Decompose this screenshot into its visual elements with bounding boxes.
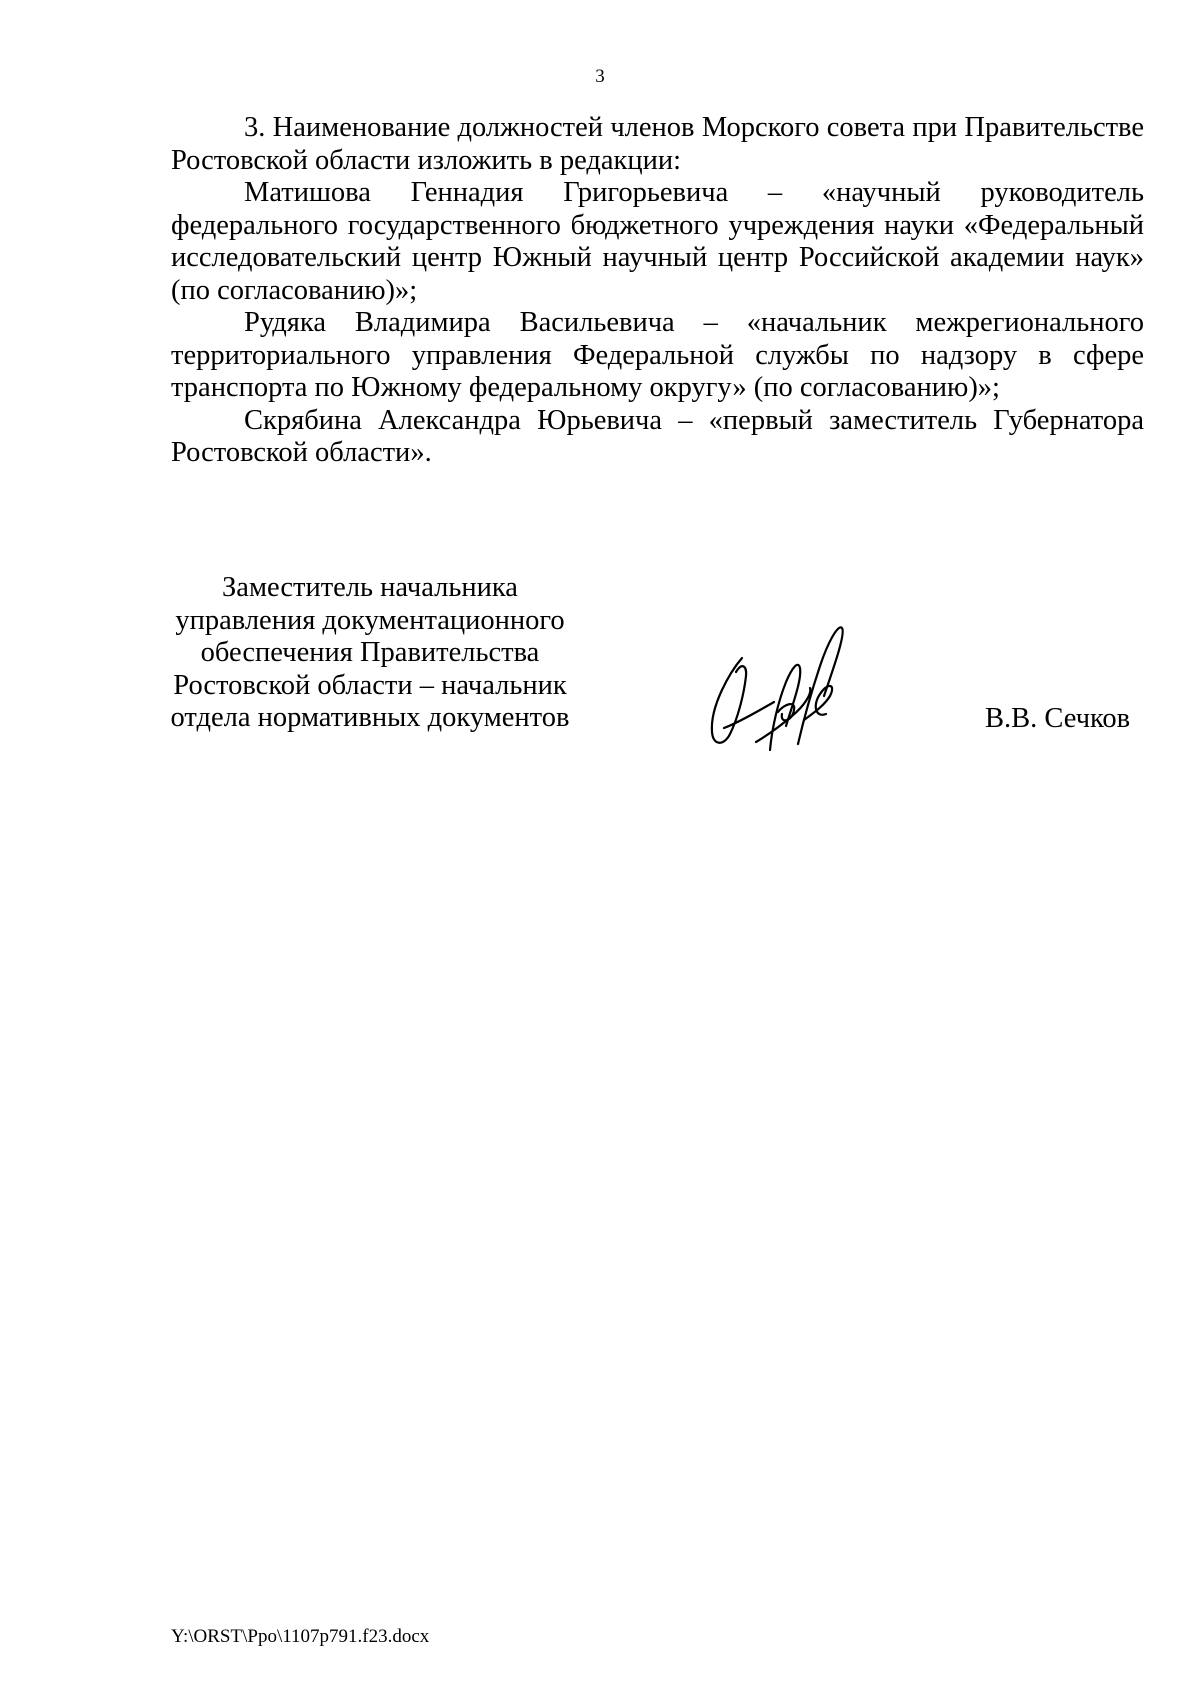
signatory-position-line: отдела нормативных документов [170,702,570,733]
signatory-position [160,572,580,735]
paragraph-matishov: Матишова Геннадия Григорьевича – «научный руководитель федерального государственного бюджетного учреждения науки «Федеральный исследовательский центр Южный научный центр Российской академии наук» (по согласованию)»; [171,177,1144,306]
signatory-position-line: Заместитель начальника [222,572,518,603]
signatory-position-line: управления документационного [175,604,565,636]
document-body [171,112,1144,470]
paragraph-skryabin: Скрябина Александра Юрьевича – «первый заместитель Губернатора Ростовской области». [171,404,1144,468]
footer-file-path: Y:\ORST\Ppo\1107p791.f23.docx [171,1626,430,1647]
paragraph-item-3-header: 3. Наименование должностей членов Морского совета при Правительстве Ростовской области изложить в редакции: [171,112,1144,176]
handwritten-signature [700,610,860,760]
signatory-position-line: Ростовской области – начальник [173,669,567,701]
page-number: 3 [595,66,605,87]
signatory-position-line: обеспечения Правительства [200,637,540,668]
signatory-name: В.В. Сечков [985,703,1131,734]
paragraph-rudyak: Рудяка Владимира Васильевича – «начальник межрегионального территориального управления Федеральной службы по надзору в сфере транспорта по Южному федеральному округу» (по согласованию)»; [171,307,1144,403]
